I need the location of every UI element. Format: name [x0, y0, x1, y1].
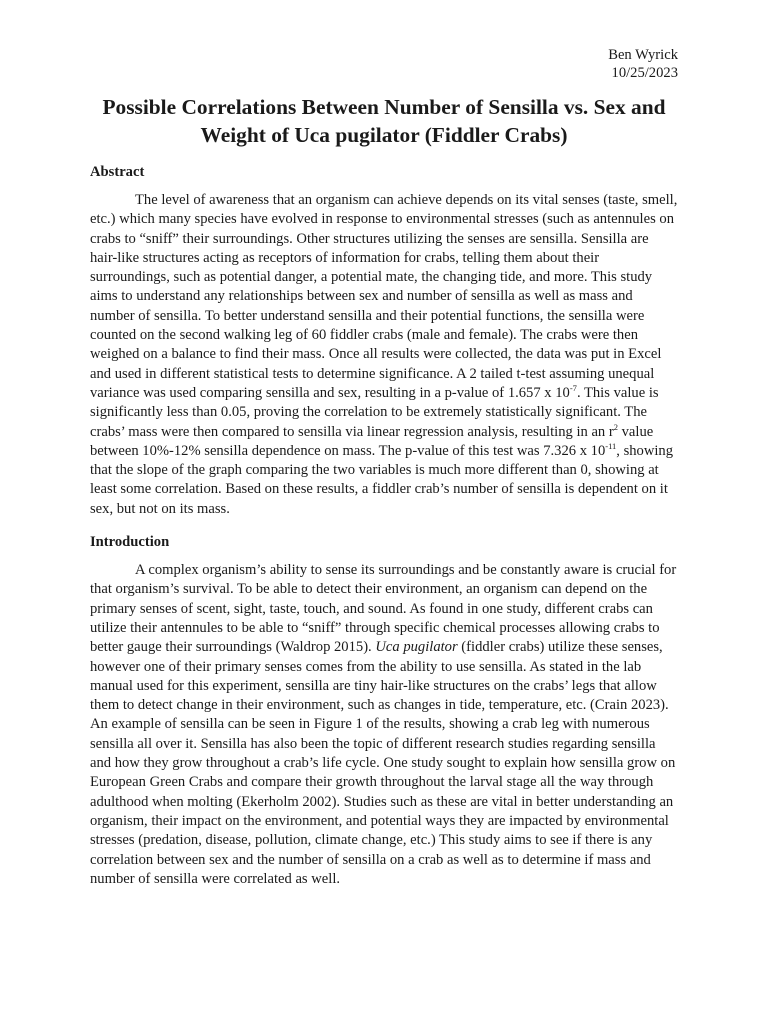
introduction-heading: Introduction	[90, 534, 170, 551]
abstract-text-2: . This value is significantly less than 0.05, proving the correlation to be extremely statistically significant. The crabs’ mass were then compared to sensilla via linear regression analysis, resulting in an r	[90, 384, 659, 440]
introduction-text-1: A complex organism’s ability to sense its surroundings and be constantly aware is crucial for that organism’s survival. To be able to detect their environment, an organism can depend on the primary senses of scent, sight, taste, touch, and sound. As found in one study, different crabs can utilize their antennules to be able to “sniff” through specific chemical processes allowing crabs to better gauge their surroundings (Waldrop 2015).	[90, 562, 677, 656]
exponent-3: -11	[605, 441, 617, 451]
abstract-text-3: value between 10%-12% sensilla dependence on mass. The p-value of this test was 7.326 x 10	[90, 423, 654, 459]
abstract-text-1: The level of awareness that an organism can achieve depends on its vital senses (taste, smell, etc.) which many species have evolved in response to environmental stresses (such as antennules on crabs to “sniff” their surroundings. Other structures utilizing the senses are sensilla. Sensilla are hair-like structures acting as receptors of information for crabs, telling them about their surroundings, such as potential danger, a potential mate, the changing tide, and more. This study aims to understand any relationships between sex and number of sensilla as well as mass and number of sensilla. To better understand sensilla and their potential functions, the sensilla were counted on the second walking leg of 60 fiddler crabs (male and female). The crabs were then weighed on a balance to find their mass. Once all results were collected, the data was put in Excel and used in different statistical tests to determine significance. A 2 tailed t-test assuming unequal variance was used comparing sensilla and sex, resulting in a p-value of 1.657 x 10	[90, 192, 678, 401]
paper-title: Possible Correlations Between Number of Sensilla vs. Sex and Weight of Uca pugilator (Fiddler Crabs)	[102, 95, 666, 147]
introduction-paragraph	[90, 561, 678, 889]
document-date: 10/25/2023	[611, 65, 678, 81]
abstract-heading: Abstract	[90, 164, 145, 180]
introduction-text-2: (fiddler crabs) utilize these senses, however one of their primary senses comes from the ability to use sensilla. As stated in the lab manual used for this experiment, sensilla are tiny hair-like structures on the crabs’ legs that allow them to detect change in their environment, such as changes in tide, temperature, etc. (Crain 2023). An example of sensilla can be seen in Figure 1 of the results, showing a crab leg with numerous sensilla all over it. Sensilla has also been the topic of different research studies regarding sensilla and how they grow throughout a crab’s life cycle. One study sought to explain how sensilla grow on European Green Crabs and compare their growth throughout the larval stage all the way through adulthood when molting (Ekerholm 2002). Studies such as these are vital in better understanding an organism, their impact on the environment, and potential ways they are impacted by environmental stresses (predation, disease, pollution, climate change, etc.) This study aims to see if there is any correlation between sex and the number of sensilla on a crab as well as to determine if mass and number of sensilla were correlated as well.	[90, 639, 676, 887]
exponent-2: 2	[613, 421, 618, 432]
abstract-text-4: , showing that the slope of the graph comparing the two variables is much more different than 0, showing at least some correlation. Based on these results, a fiddler crab’s number of sensilla is dependent on it sex, but not on its mass.	[90, 442, 674, 517]
author-name: Ben Wyrick	[608, 47, 678, 63]
exponent-1: -7	[569, 383, 577, 394]
species-name: Uca pugilator	[375, 639, 458, 656]
abstract-paragraph	[90, 191, 678, 519]
author-block	[90, 46, 678, 82]
